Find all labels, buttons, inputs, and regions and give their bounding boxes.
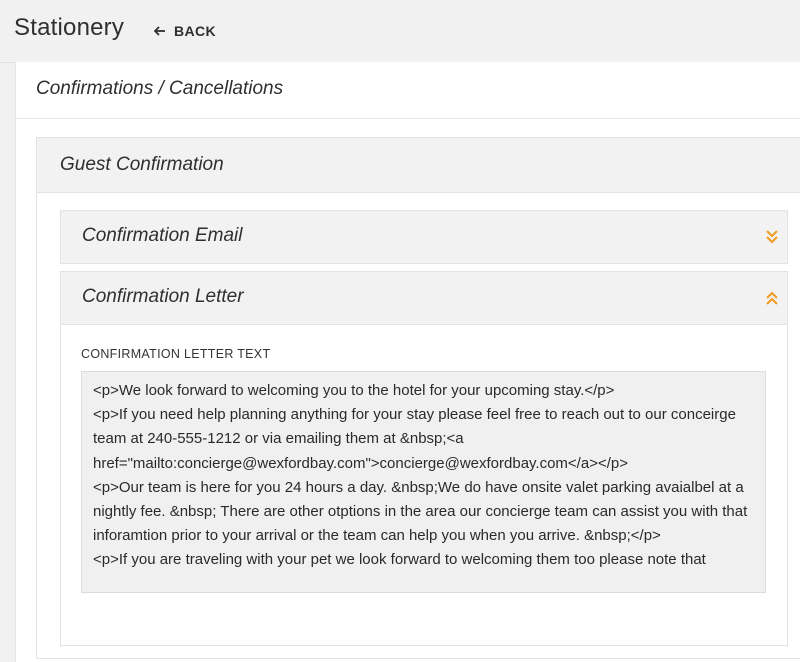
confirmation-email-title: Confirmation Email	[82, 225, 243, 246]
guest-confirmation-title: Guest Confirmation	[60, 154, 224, 175]
confirmation-letter-title: Confirmation Letter	[82, 286, 244, 307]
page-title: Stationery	[14, 14, 125, 41]
confirmation-email-accordion	[60, 210, 788, 264]
confirmations-title: Confirmations / Cancellations	[36, 78, 284, 99]
back-button[interactable]	[154, 23, 216, 39]
confirmation-email-header[interactable]	[61, 211, 787, 263]
letter-text-field[interactable]	[81, 371, 766, 593]
double-chevron-down-icon[interactable]	[765, 229, 779, 245]
letter-text-content: <p>We look forward to welcoming you to the hotel for your upcoming stay.</p> <p>If you need help planning anything for your stay please feel free to reach out to our conceirge team at 240-555-1212 or via emailing them at &nbsp;<a href="mailto:concierge@wexfordbay.com">concierge@wexfordbay.com</a></p> <p>Our team is here for you 24 hours a day. &nbsp;We do have onsite valet parking avaialbel at a nightly fee. &nbsp; There are other otptions in the area our concierge team can assist you with that inforamtion prior to your arrival or the team can help you when you arrive. &nbsp;</p> <p>If you are traveling with your pet we look forward to welcoming them too please note that	[93, 382, 748, 569]
guest-confirmation-panel	[36, 137, 800, 659]
left-arrow-icon	[154, 26, 166, 36]
top-bar	[0, 0, 800, 63]
confirmation-letter-body	[61, 324, 787, 645]
confirmation-letter-accordion	[60, 271, 788, 646]
back-label: BACK	[174, 23, 217, 39]
guest-confirmation-header	[37, 138, 800, 193]
confirmations-panel	[15, 62, 800, 662]
letter-text-label: CONFIRMATION LETTER TEXT	[81, 347, 271, 361]
confirmations-header	[16, 62, 800, 119]
confirmation-letter-header[interactable]	[61, 272, 787, 324]
double-chevron-up-icon[interactable]	[765, 290, 779, 306]
